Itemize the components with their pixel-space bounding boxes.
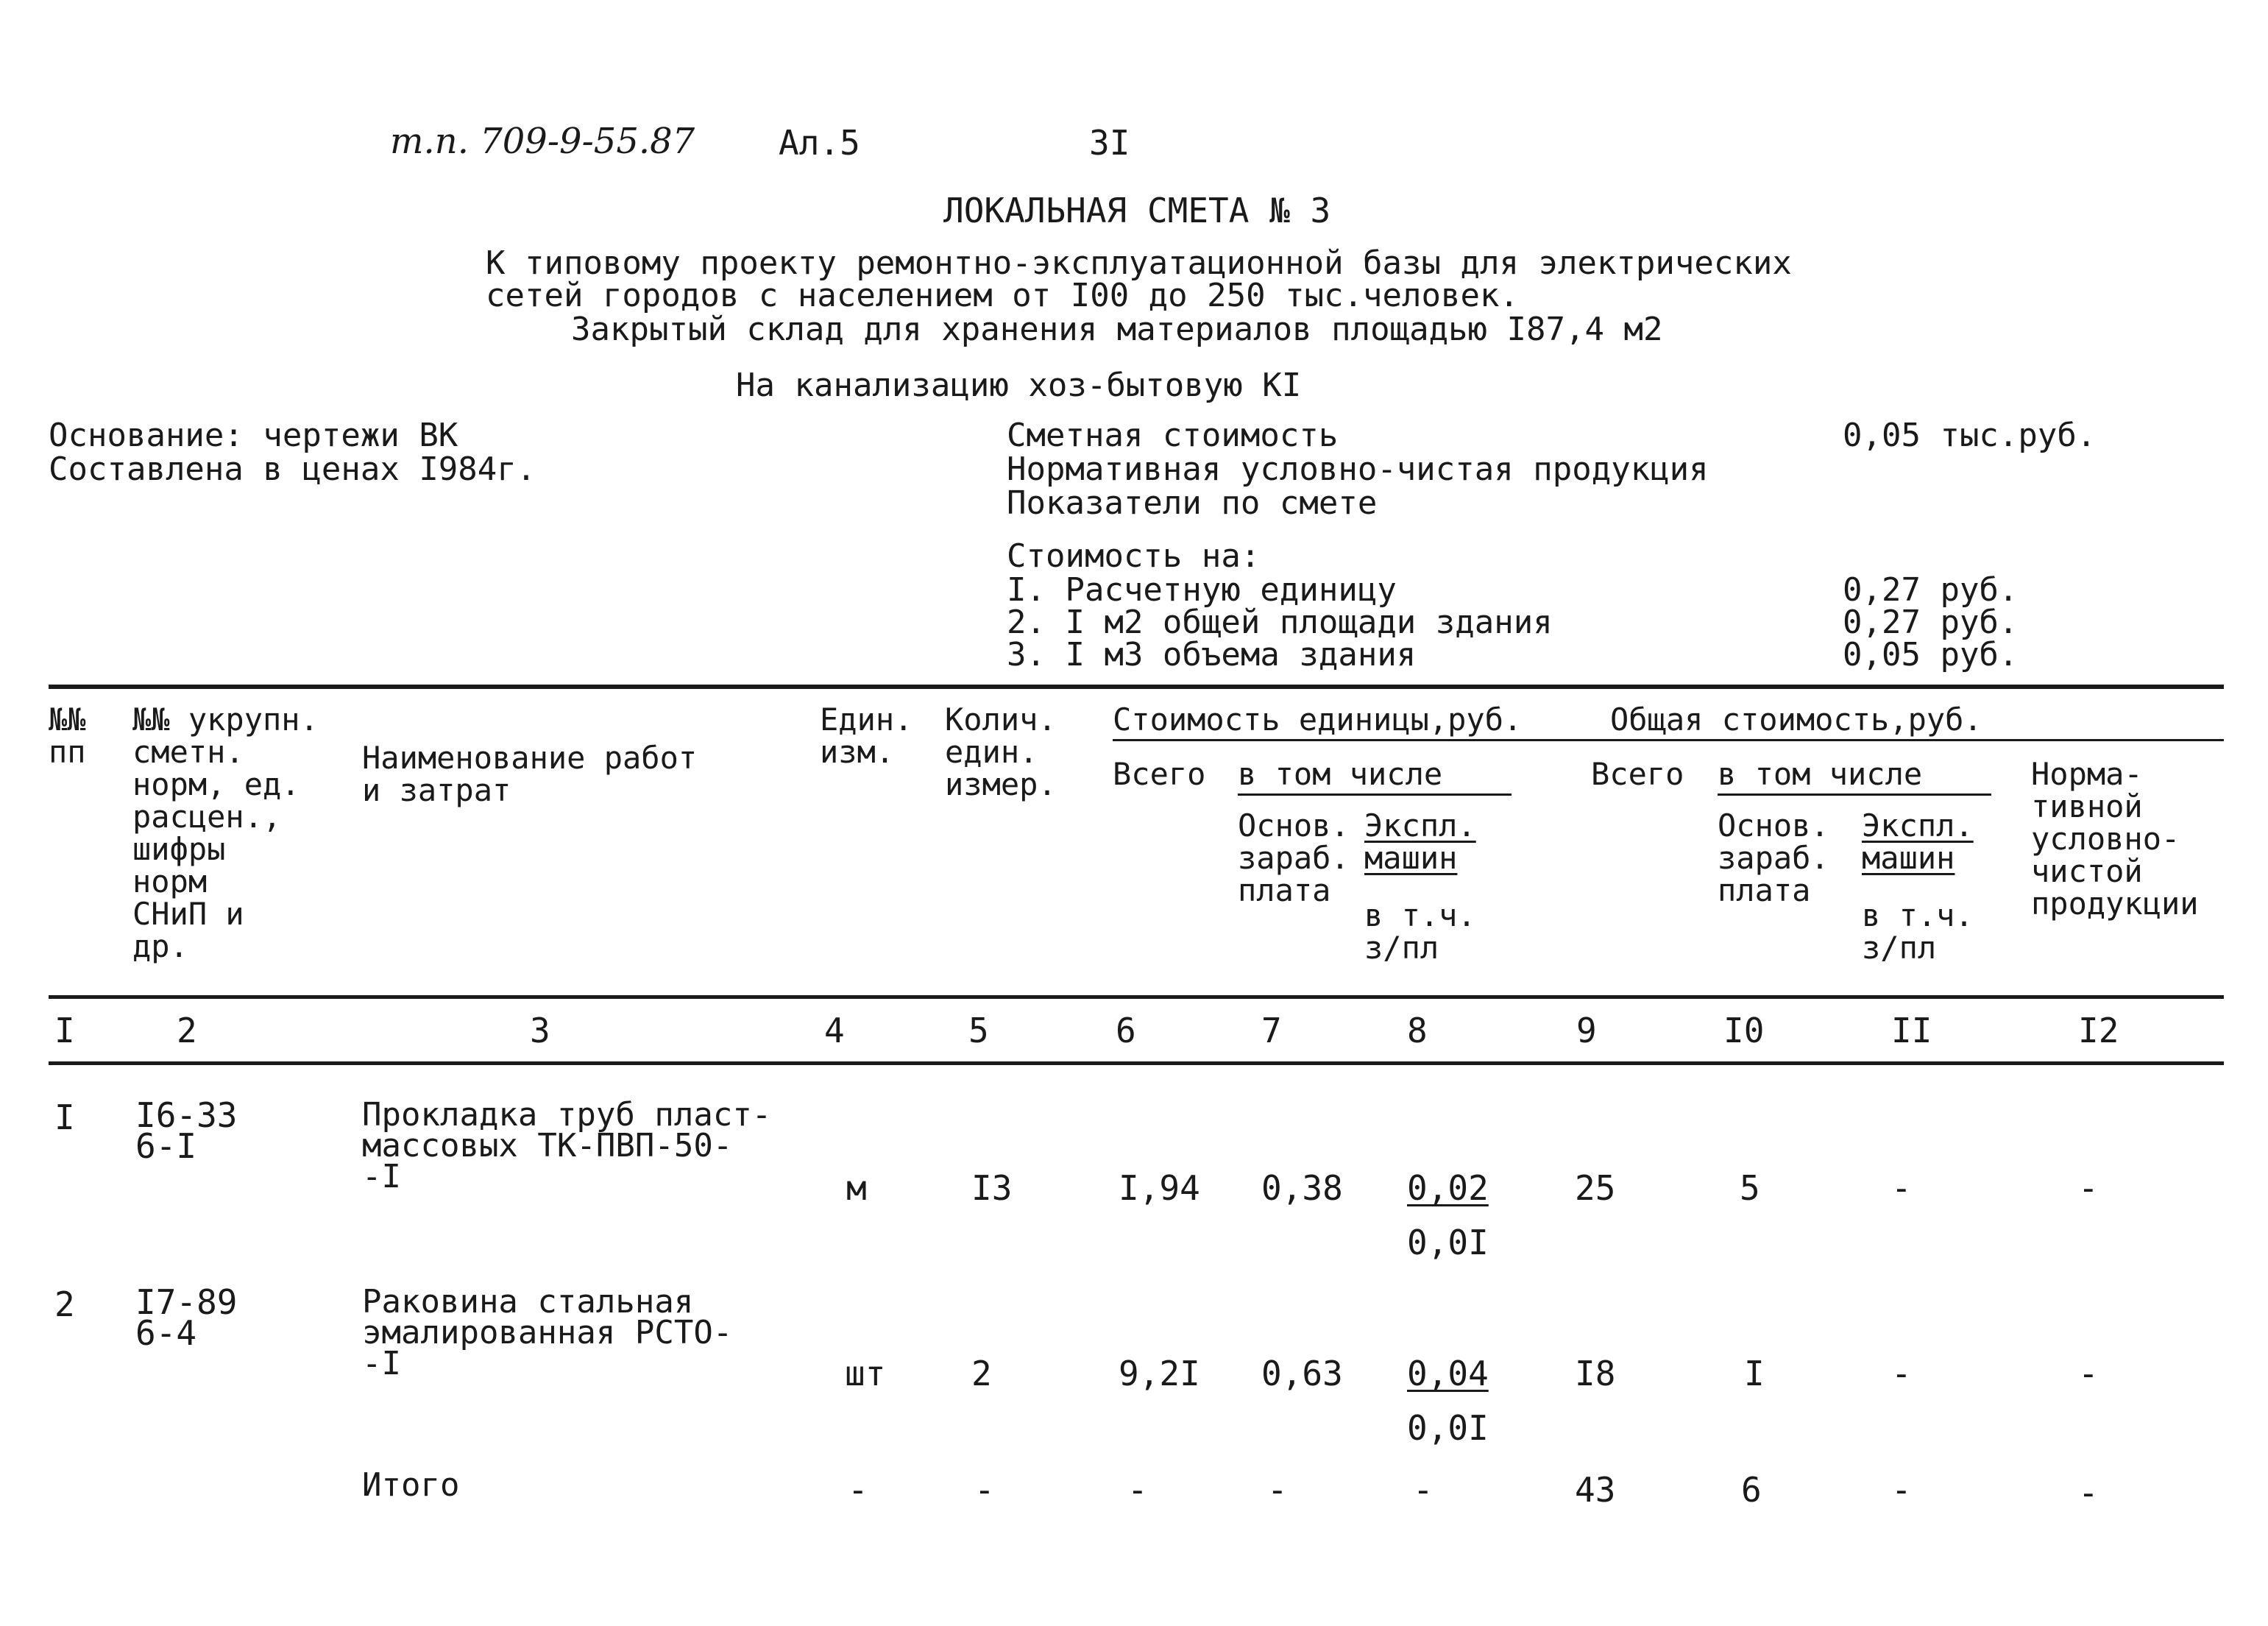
column-number-3: 3 xyxy=(530,1011,550,1050)
header-unit-machines: Экспл. машин xyxy=(1364,807,1476,876)
column-number-5: 5 xyxy=(968,1011,989,1050)
column-number-2: 2 xyxy=(177,1011,197,1050)
basis-line-1: Основание: чертежи ВК xyxy=(49,417,458,454)
header-code: №№ укрупн. сметн. норм, ед. расцен., шифры норм СНиП и др. xyxy=(132,701,319,964)
header-total-total: Всего xyxy=(1591,756,1684,792)
album-label: Ал.5 xyxy=(779,123,860,163)
header-unit-machines-wage: в т.ч. з/пл xyxy=(1364,897,1476,966)
column-number-12: I2 xyxy=(2078,1011,2119,1050)
header-bottom-rule xyxy=(49,995,2224,999)
normative-label: Нормативная условно-чистая продукция xyxy=(1007,450,1709,488)
header-name: Наименование работ и затрат xyxy=(362,740,698,808)
basis-line-2: Составлена в ценах I984г. xyxy=(49,450,536,488)
summary-item-3-value: 0,05 руб. xyxy=(1843,636,2019,674)
column-number-10: I0 xyxy=(1723,1011,1765,1050)
row-2-number: 2 xyxy=(54,1284,75,1324)
document-heading: ЛОКАЛЬНАЯ СМЕТА № 3 xyxy=(943,191,1331,230)
row-2-name: Раковина стальная эмалированная РСТО- -I xyxy=(362,1283,733,1382)
header-unit-total: Всего xyxy=(1113,756,1206,792)
header-normative: Норма- тивной условно- чистой продукции xyxy=(2031,756,2199,922)
column-number-11: II xyxy=(1891,1011,1932,1050)
row-2-total: I8 xyxy=(1575,1354,1616,1393)
title-line-2: сетей городов с населением от I00 до 250 тыс.человек. xyxy=(486,277,1519,314)
row-2-total-machines: - xyxy=(1891,1354,1912,1393)
row-1-code: I6-33 6-I xyxy=(135,1095,238,1166)
row-2-quantity: 2 xyxy=(971,1354,992,1393)
indicators-label: Показатели по смете xyxy=(1007,484,1378,522)
title-line-4: На канализацию хоз-бытовую КI xyxy=(736,367,1302,404)
column-number-7: 7 xyxy=(1261,1011,1282,1050)
header-total-machines: Экспл. машин xyxy=(1862,807,1974,876)
row-1-total-wage: 5 xyxy=(1740,1168,1760,1208)
title-line-1: К типовому проекту ремонтно-эксплуатационной базы для электрических xyxy=(486,244,1792,282)
totals-total-wage: 6 xyxy=(1741,1470,1762,1510)
summary-item-1-value: 0,27 руб. xyxy=(1843,571,2019,609)
row-1-total: 25 xyxy=(1575,1168,1616,1208)
row-2-unit-machines-wage: 0,0I xyxy=(1407,1408,1489,1448)
column-number-6: 6 xyxy=(1116,1011,1136,1050)
project-code: т.п. 709-9-55.87 xyxy=(390,121,695,162)
row-2-unit: шт xyxy=(845,1354,886,1393)
totals-unit-wage: - xyxy=(1267,1470,1288,1510)
numbers-bottom-rule xyxy=(49,1061,2224,1065)
summary-item-2-value: 0,27 руб. xyxy=(1843,604,2019,641)
summary-item-2-label: 2. I м2 общей площади здания xyxy=(1007,604,1553,641)
cost-value: 0,05 тыс.руб. xyxy=(1843,417,2097,454)
row-1-normative: - xyxy=(2078,1168,2099,1208)
column-number-1: I xyxy=(54,1011,75,1050)
totals-label: Итого xyxy=(362,1466,460,1504)
header-total-cost: Общая стоимость,руб. xyxy=(1610,701,1982,738)
header-total-incl: в том числе xyxy=(1718,756,1923,792)
cost-per-label: Стоимость на: xyxy=(1007,537,1261,575)
header-unit-incl: в том числе xyxy=(1238,756,1443,792)
row-2-unit-total: 9,2I xyxy=(1119,1354,1200,1393)
summary-item-3-label: 3. I м3 объема здания xyxy=(1007,636,1417,674)
column-number-9: 9 xyxy=(1576,1011,1597,1050)
header-unit: Един. изм. xyxy=(820,701,913,770)
totals-unit-total: - xyxy=(1127,1470,1148,1510)
title-line-3: Закрытый склад для хранения материалов площадью I87,4 м2 xyxy=(571,311,1663,348)
totals-unit-machines: - xyxy=(1413,1470,1434,1510)
column-number-8: 8 xyxy=(1407,1011,1428,1050)
row-1-unit: м xyxy=(846,1168,867,1208)
row-2-code: I7-89 6-4 xyxy=(135,1282,238,1353)
row-2-normative: - xyxy=(2078,1354,2099,1393)
header-number: №№ пп xyxy=(49,701,86,770)
totals-quantity: - xyxy=(974,1470,995,1510)
row-1-name: Прокладка труб пласт- массовых ТК-ПВП-50- -I xyxy=(362,1096,772,1195)
row-1-total-machines: - xyxy=(1891,1168,1912,1208)
row-1-number: I xyxy=(54,1097,75,1137)
summary-item-1-label: I. Расчетную единицу xyxy=(1007,571,1397,609)
totals-total: 43 xyxy=(1575,1470,1616,1510)
row-1-unit-total: I,94 xyxy=(1119,1168,1200,1208)
row-1-unit-wage: 0,38 xyxy=(1261,1168,1343,1208)
table-top-rule xyxy=(49,685,2224,689)
header-unit-cost: Стоимость единицы,руб. xyxy=(1113,701,1523,738)
totals-unit: - xyxy=(848,1470,868,1510)
header-unit-wage: Основ. зараб. плата xyxy=(1238,807,1350,908)
column-number-4: 4 xyxy=(824,1011,845,1050)
row-1-unit-machines: 0,02 xyxy=(1407,1168,1489,1208)
row-1-quantity: I3 xyxy=(971,1168,1013,1208)
cost-group-rule xyxy=(1113,739,2224,741)
totals-total-machines: - xyxy=(1891,1470,1912,1510)
totals-normative: - xyxy=(2078,1473,2099,1513)
row-2-total-wage: I xyxy=(1744,1354,1765,1393)
unit-incl-rule xyxy=(1238,793,1512,796)
cost-label: Сметная стоимость xyxy=(1007,417,1339,454)
header-total-machines-wage: в т.ч. з/пл xyxy=(1862,897,1974,966)
header-total-wage: Основ. зараб. плата xyxy=(1718,807,1829,908)
header-quantity: Колич. един. измер. xyxy=(945,701,1057,802)
row-2-unit-wage: 0,63 xyxy=(1261,1354,1343,1393)
row-2-unit-machines: 0,04 xyxy=(1407,1354,1489,1393)
total-incl-rule xyxy=(1718,793,1991,796)
row-1-unit-machines-wage: 0,0I xyxy=(1407,1223,1489,1262)
page-number: 3I xyxy=(1089,123,1130,163)
